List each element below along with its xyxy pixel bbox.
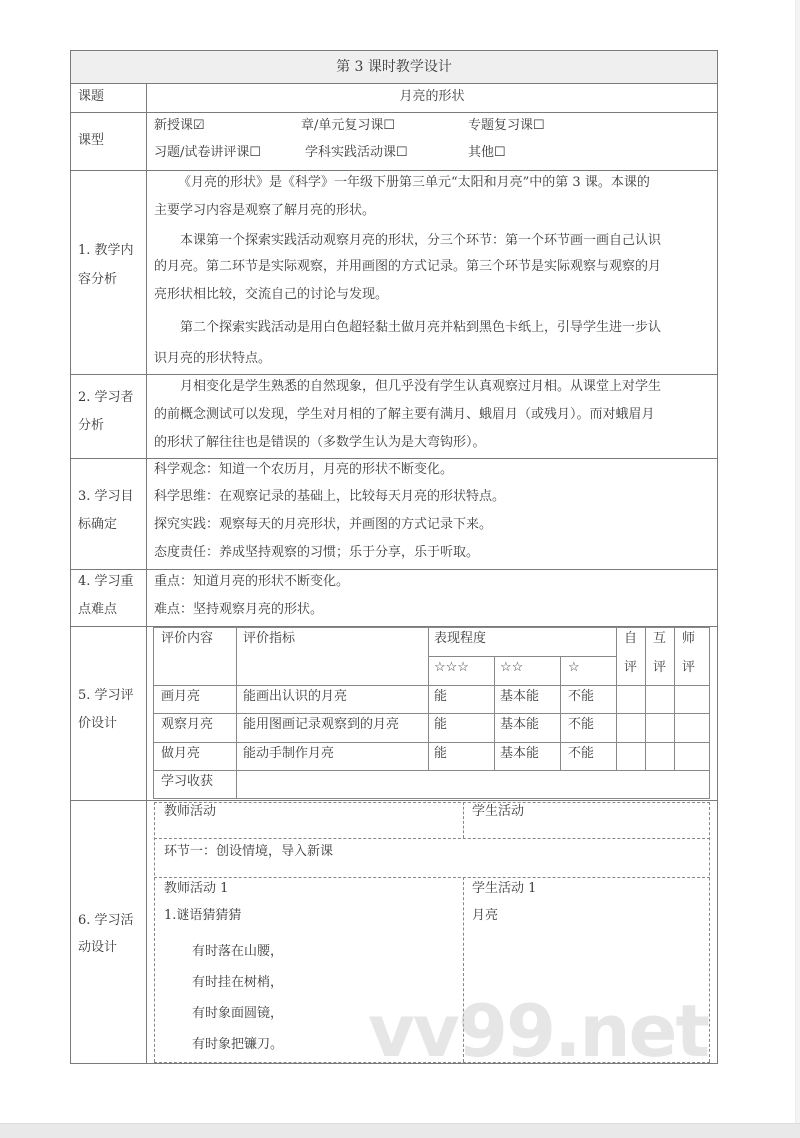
checkbox-checked-icon[interactable]: ☑ (193, 118, 205, 133)
gains-field[interactable] (237, 771, 709, 799)
student-activity-answer: 月亮 (472, 908, 499, 923)
learner-analysis-line: 的形状了解往往也是错误的（多数学生认为是大弯钩形）。 (154, 435, 486, 450)
riddle-line: 有时落在山腰， (192, 944, 284, 959)
gains-label: 学习收获 (161, 774, 214, 789)
section-label: 4. 学习重 (78, 574, 134, 589)
document-title: 第 3 课时教学设计 (336, 59, 452, 75)
section-label: 动设计 (78, 940, 118, 955)
section-label: 点难点 (78, 602, 118, 617)
cell-level1: 不能 (568, 689, 595, 704)
header-two-stars: ☆☆ (500, 660, 524, 675)
content-analysis-line: 亮形状相比较，交流自己的讨论与发现。 (154, 287, 389, 302)
cell-level1: 不能 (568, 746, 595, 761)
type-label: 课型 (78, 133, 105, 148)
cell-level1: 不能 (568, 717, 595, 732)
topic-label: 课题 (78, 89, 105, 104)
riddle-line: 有时象把镰刀。 (192, 1037, 284, 1052)
grid-line (560, 656, 561, 770)
cell-indicator: 能用图画记录观察到的月亮 (243, 717, 400, 732)
student-activity-title: 学生活动 1 (472, 881, 537, 896)
header-three-stars: ☆☆☆ (434, 660, 469, 675)
section-label: 3. 学习目 (78, 489, 134, 504)
header-indicator: 评价指标 (243, 631, 296, 646)
cell-level2: 基本能 (500, 689, 540, 704)
row-divider (70, 170, 718, 171)
teacher-activity-title: 教师活动 1 (164, 881, 229, 896)
row-divider (70, 800, 718, 801)
watermark: vv99.net (368, 989, 708, 1073)
type-option-label: 专题复习课 (468, 118, 534, 133)
cell-content: 做月亮 (161, 746, 201, 761)
dashed-line (154, 838, 710, 839)
grid-line (616, 627, 617, 770)
dashed-line (154, 877, 710, 878)
row-divider (70, 374, 718, 375)
header-teacher-eval: 师 (682, 631, 696, 646)
type-option-other[interactable] (468, 146, 506, 160)
grid-line (674, 627, 675, 770)
header-one-star: ☆ (568, 660, 580, 675)
section-label: 价设计 (78, 716, 118, 731)
label-column-divider (146, 83, 147, 1064)
type-option-label: 其他 (468, 145, 495, 160)
grid-line (428, 656, 616, 657)
teacher-activity-header: 教师活动 (164, 804, 217, 819)
page-edge (795, 0, 800, 1123)
header-content: 评价内容 (161, 631, 214, 646)
type-option-label: 新授课 (154, 118, 194, 133)
section-label: 5. 学习评 (78, 688, 134, 703)
objective-line: 态度责任：养成坚持观察的习惯；乐于分享，乐于听取。 (154, 545, 480, 560)
dashed-line (154, 802, 155, 1062)
learner-analysis-line: 月相变化是学生熟悉的自然现象，但几乎没有学生认真观察过月相。从课堂上对学生 (180, 379, 662, 394)
key-point-line: 重点：知道月亮的形状不断变化。 (154, 574, 350, 589)
cell-level2: 基本能 (500, 746, 540, 761)
content-analysis-line: 的月亮。第二环节是实际观察，并用画图的方式记录。第三个环节是实际观察与观察的月 (154, 259, 662, 274)
grid-line (428, 627, 429, 770)
bottom-scroll-strip[interactable] (0, 1123, 800, 1138)
stage-title: 环节一：创设情境，导入新课 (164, 844, 334, 859)
header-performance: 表现程度 (434, 631, 487, 646)
section-label: 容分析 (78, 272, 118, 287)
row-divider (70, 458, 718, 459)
section-label: 分析 (78, 418, 105, 433)
type-option-label: 习题/试卷讲评课 (154, 145, 250, 160)
objective-line: 探究实践：观察每天的月亮形状，并画图的方式记录下来。 (154, 517, 493, 532)
type-option-practice-activity[interactable] (305, 146, 408, 160)
header-self-eval: 自 (624, 631, 638, 646)
checkbox-unchecked-icon[interactable]: ☐ (383, 118, 396, 133)
checkbox-unchecked-icon[interactable]: ☐ (494, 145, 506, 160)
key-point-line: 难点：坚持观察月亮的形状。 (154, 602, 324, 617)
type-option-label: 章/单元复习课 (301, 118, 384, 133)
row-divider (70, 569, 718, 570)
type-option-unit-review[interactable] (301, 119, 395, 133)
teacher-activity-item: 1.谜语猜猜猜 (164, 908, 242, 923)
grid-line (494, 656, 495, 770)
section-label: 1. 教学内 (78, 243, 134, 258)
objective-line: 科学观念：知道一个农历月，月亮的形状不断变化。 (154, 462, 454, 477)
grid-line (645, 627, 646, 770)
riddle-line: 有时挂在树梢， (192, 975, 284, 990)
cell-content: 观察月亮 (161, 717, 214, 732)
type-option-topic-review[interactable] (468, 119, 545, 133)
section-label: 2. 学习者 (78, 390, 134, 405)
section-label: 标确定 (78, 517, 118, 532)
dashed-line (709, 802, 710, 1062)
cell-indicator: 能画出认识的月亮 (243, 689, 348, 704)
cell-indicator: 能动手制作月亮 (243, 746, 335, 761)
content-analysis-line: 识月亮的形状特点。 (154, 351, 272, 366)
type-option-label: 学科实践活动课 (305, 145, 397, 160)
cell-content: 画月亮 (161, 689, 201, 704)
header-teacher-eval: 评 (682, 660, 696, 675)
checkbox-unchecked-icon[interactable]: ☐ (249, 145, 262, 160)
row-divider (70, 83, 718, 84)
content-analysis-line: 本课第一个探索实践活动观察月亮的形状，分三个环节：第一个环节画一画自己认识 (180, 233, 662, 248)
header-peer-eval: 评 (653, 660, 667, 675)
student-activity-header: 学生活动 (472, 804, 525, 819)
checkbox-unchecked-icon[interactable]: ☐ (396, 145, 408, 160)
type-option-new-lesson[interactable] (154, 119, 205, 133)
content-analysis-line: 《月亮的形状》是《科学》一年级下册第三单元“太阳和月亮”中的第 3 课。本课的 (178, 175, 650, 190)
cell-level2: 基本能 (500, 717, 540, 732)
content-analysis-line: 主要学习内容是观察了解月亮的形状。 (154, 203, 376, 218)
section-label: 6. 学习活 (78, 913, 134, 928)
cell-level3: 能 (434, 717, 448, 732)
header-peer-eval: 互 (653, 631, 667, 646)
cell-level3: 能 (434, 746, 448, 761)
row-divider (70, 112, 718, 113)
checkbox-unchecked-icon[interactable]: ☐ (533, 118, 545, 133)
cell-level3: 能 (434, 689, 448, 704)
learner-analysis-line: 的前概念测试可以发现，学生对月相的了解主要有满月、蛾眉月（或残月）。而对蛾眉月 (154, 407, 655, 422)
dashed-line (154, 802, 710, 803)
header-self-eval: 评 (624, 660, 638, 675)
riddle-line: 有时象面圆镜， (192, 1006, 284, 1021)
content-analysis-line: 第二个探索实践活动是用白色超轻黏土做月亮并粘到黑色卡纸上，引导学生进一步认 (180, 320, 662, 335)
topic-value: 月亮的形状 (399, 89, 465, 104)
type-option-exercise-review[interactable] (154, 146, 261, 160)
dashed-line (463, 802, 464, 838)
objective-line: 科学思维：在观察记录的基础上，比较每天月亮的形状特点。 (154, 489, 506, 504)
